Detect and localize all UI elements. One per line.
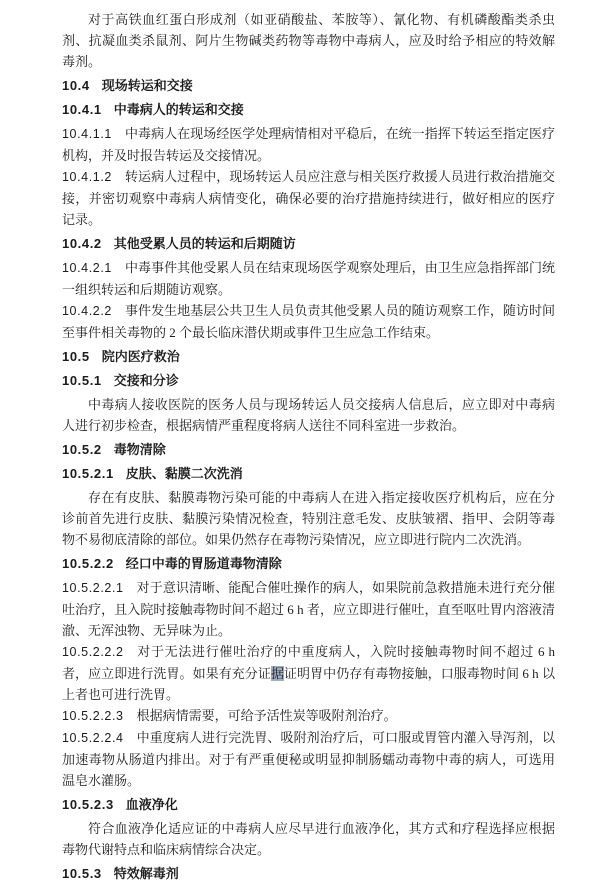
paragraph-10-5-2-3 [62,818,555,860]
paragraph-text: 符合血液净化适应证的中毒病人应尽早进行血液净化，其方式和疗程选择应根据毒物代谢特点和临床病情综合决定。 [62,821,555,857]
clause-10-5-2-2-2 [62,641,555,705]
heading-title: 院内医疗救治 [101,349,180,364]
heading-title: 交接和分诊 [113,373,179,388]
clause-10-4-1-2 [62,166,555,230]
clause-10-5-2-2-4 [62,727,555,791]
heading-number: 10.5 [62,349,90,364]
heading-number: 10.5.2 [62,442,102,457]
section-heading-10-5-2-3 [62,795,555,815]
heading-title: 毒物清除 [113,442,166,457]
section-heading-10-4-2 [62,234,555,254]
heading-number: 10.5.1 [62,373,102,388]
heading-title: 现场转运和交接 [101,78,193,93]
paragraph-text: 对于高铁血红蛋白形成剂（如亚硝酸盐、苯胺等）、氰化物、有机磷酸酯类杀虫剂、抗凝血类杀鼠剂、阿片生物碱类药物等毒物中毒病人，应及时给予相应的特效解毒剂。 [62,12,555,69]
section-heading-10-5 [62,347,555,367]
heading-number: 10.5.2.2 [62,556,114,571]
clause-text: 中毒事件其他受累人员在结束现场医学观察处理后，由卫生应急指挥部门统一组织转运和后期随访观察。 [62,260,555,297]
clause-text-pre: 对于无法进行催吐治疗的中重度病人，入院时接触毒物时间不超过 6 h 者，应立即进行洗胃。如果有充分证 [62,644,555,681]
clause-number: 10.5.2.2.2 [62,645,124,659]
heading-title: 皮肤、黏膜二次洗消 [125,466,243,481]
paragraph-10-5-1 [62,394,555,436]
clause-number: 10.4.1.2 [62,170,112,184]
heading-title: 特效解毒剂 [113,866,179,881]
clause-10-4-2-1 [62,257,555,300]
clause-number: 10.5.2.2.3 [62,709,124,723]
heading-number: 10.4.2 [62,236,102,251]
clause-text: 中重度病人进行完洗胃、吸附剂治疗后，可口服或胃管内灌入导泻剂，以加速毒物从肠道内排出。对于有严重便秘或明显抑制肠蠕动毒物中毒的病人，可选用温皂水灌肠。 [62,730,555,788]
clause-number: 10.5.2.2.1 [62,581,124,595]
highlighted-text: 据 [270,666,284,681]
clause-text: 事件发生地基层公共卫生人员负责其他受累人员的随访观察工作，随访时间至事件相关毒物的 2 个最长临床潜伏期或事件卫生应急工作结束。 [62,303,555,340]
paragraph-10-5-2-1 [62,487,555,550]
clause-number: 10.4.2.1 [62,261,112,275]
heading-number: 10.5.2.3 [62,797,114,812]
clause-number: 10.4.2.2 [62,304,112,318]
clause-text: 转运病人过程中，现场转运人员应注意与相关医疗救援人员进行救治措施交接，并密切观察中毒病人病情变化，确保必要的治疗措施持续进行，做好相应的医疗记录。 [62,169,555,227]
section-heading-10-4 [62,76,555,96]
heading-number: 10.5.2.1 [62,466,114,481]
section-heading-10-5-2 [62,440,555,460]
clause-text: 中毒病人在现场经医学处理病情相对平稳后，在统一指挥下转运至指定医疗机构，并及时报告转运及交接情况。 [62,126,555,163]
heading-number: 10.4 [62,78,90,93]
heading-title: 经口中毒的胃肠道毒物清除 [125,556,282,571]
clause-number: 10.4.1.1 [62,127,112,141]
paragraph-text: 存在有皮肤、黏膜毒物污染可能的中毒病人在进入指定接收医疗机构后，应在分诊前首先进行皮肤、黏膜污染情况检查，特别注意毛发、皮肤皱褶、指甲、会阴等毒物不易彻底清除的部位。如果仍然存在毒物污染情况，应立即进行院内二次洗消。 [62,490,555,547]
paragraph-text: 中毒病人接收医院的医务人员与现场转运人员交接病人信息后，应立即对中毒病人进行初步检查，根据病情严重程度将病人送往不同科室进一步救治。 [62,397,555,433]
section-heading-10-4-1 [62,100,555,120]
clause-number: 10.5.2.2.4 [62,731,124,745]
clause-text: 根据病情需要，可给予活性炭等吸附剂治疗。 [136,708,397,723]
section-heading-10-5-2-2 [62,554,555,574]
heading-number: 10.4.1 [62,102,102,117]
section-heading-10-5-2-1 [62,464,555,484]
section-heading-10-5-3 [62,864,555,884]
heading-number: 10.5.3 [62,866,102,881]
clause-10-5-2-2-1 [62,577,555,641]
clause-text: 对于意识清晰、能配合催吐操作的病人，如果院前急救措施未进行充分催吐治疗，且入院时接触毒物时间不超过 6 h 者，应立即进行催吐，直至呕吐胃内溶液清澈、无浑浊物、无异味为止。 [62,580,555,638]
heading-title: 血液净化 [125,797,178,812]
clause-10-5-2-2-3 [62,705,555,727]
section-heading-10-5-1 [62,371,555,391]
clause-text-post: 证明胃中仍存有毒物接触，口服毒物时间 6 h 以上者也可进行洗胃。 [62,666,555,702]
intro-paragraph [62,9,555,72]
clause-10-4-1-1 [62,123,555,166]
heading-title: 中毒病人的转运和交接 [113,102,244,117]
heading-title: 其他受累人员的转运和后期随访 [113,236,296,251]
clause-10-4-2-2 [62,300,555,343]
